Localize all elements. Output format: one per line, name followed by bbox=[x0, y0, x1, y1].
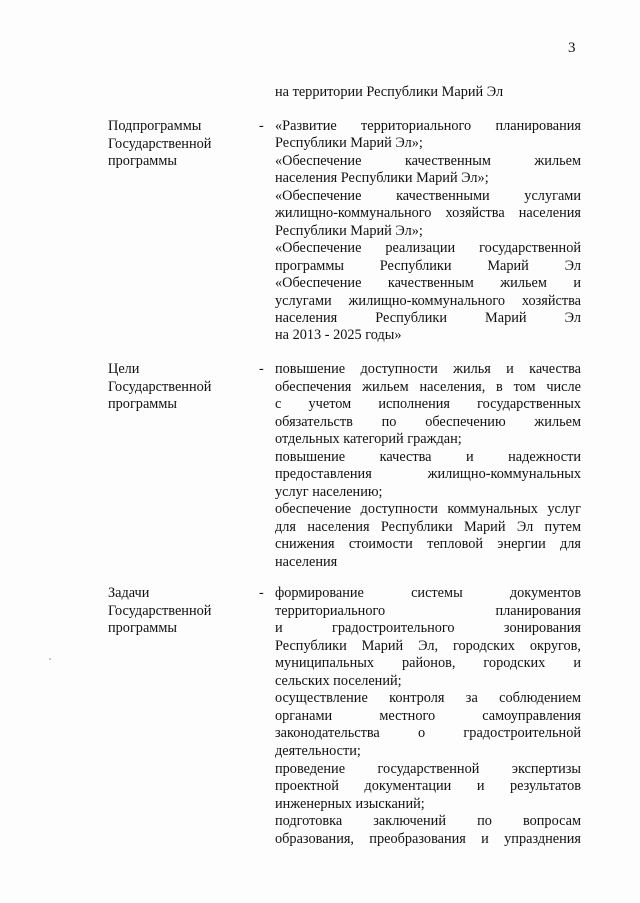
section-text-line: проведение государственной экспертизы bbox=[275, 760, 581, 777]
section-label-line: Государственной bbox=[108, 602, 212, 619]
section-text-line: предоставления жилищно-коммунальных bbox=[275, 466, 581, 482]
section-text-line: проектной документации и результатов bbox=[275, 778, 581, 795]
section-text-line: с учетом исполнения государственных bbox=[275, 396, 581, 412]
section-text-line: на 2013 - 2025 годы» bbox=[275, 327, 402, 344]
section-text-line: деятельности; bbox=[275, 742, 361, 759]
section-text-line: обеспечение доступности коммунальных услуг bbox=[275, 501, 581, 517]
section-label-line: Государственной bbox=[108, 135, 212, 152]
section-text-line: осуществление контроля за соблюдением bbox=[275, 690, 581, 707]
section-text-line: населения Республики Марий Эл»; bbox=[275, 170, 489, 187]
section-text-line: обязательств по обеспечению жильем bbox=[275, 413, 581, 430]
section-label-line: Подпрограммы bbox=[108, 118, 202, 134]
section-text-line: Республики Марий Эл, городских округов, bbox=[275, 637, 581, 654]
section-text-line: населения Республики Марий Эл bbox=[275, 309, 581, 326]
section-dash: - bbox=[259, 361, 264, 377]
section-text-line: повышение доступности жилья и качества bbox=[275, 361, 581, 377]
section-text-line: сельских поселений; bbox=[275, 672, 402, 689]
section-text-line: формирование системы документов bbox=[275, 585, 581, 601]
section-label bbox=[108, 361, 258, 414]
section-label bbox=[108, 118, 258, 171]
section-text-line: образования, преобразования и упразднения bbox=[275, 830, 581, 847]
section-text-line: программы Республики Марий Эл bbox=[275, 257, 581, 274]
section-label-line: Задачи bbox=[108, 585, 150, 601]
section-text-line: услугами жилищно-коммунального хозяйства bbox=[275, 292, 581, 309]
section-text-line: Республики Марий Эл»; bbox=[275, 222, 423, 239]
section-label-line: Государственной bbox=[108, 378, 212, 395]
section-text-line: органами местного самоуправления bbox=[275, 707, 581, 724]
section-label-line: программы bbox=[108, 153, 178, 169]
scan-speck bbox=[49, 658, 51, 660]
section-text-line: «Обеспечение качественными услугами bbox=[275, 187, 581, 204]
section-text-line: инженерных изысканий; bbox=[275, 795, 425, 812]
section-dash: - bbox=[259, 118, 264, 134]
section-label-line: Цели bbox=[108, 361, 140, 377]
section-text-line: Республики Марий Эл»; bbox=[275, 135, 423, 152]
section-text-line: и градостроительного зонирования bbox=[275, 620, 581, 637]
section-text-line: повышение качества и надежности bbox=[275, 448, 581, 465]
section-dash: - bbox=[259, 585, 264, 601]
section-text-line: законодательства о градостроительной bbox=[275, 725, 581, 742]
page-number: 3 bbox=[568, 40, 576, 56]
section-text-line: территориального планирования bbox=[275, 602, 581, 619]
section-text-line: населения bbox=[275, 553, 338, 570]
section-text-line: для населения Республики Марий Эл путем bbox=[275, 518, 581, 535]
section-text-line: услуг населению; bbox=[275, 483, 383, 500]
section-label bbox=[108, 585, 258, 638]
section-text-line: подготовка заключений по вопросам bbox=[275, 813, 581, 830]
section-label-line: программы bbox=[108, 620, 178, 636]
section-label-line: программы bbox=[108, 396, 178, 412]
section-text-line: отдельных категорий граждан; bbox=[275, 431, 462, 447]
section-text-line: жилищно-коммунального хозяйства населения bbox=[275, 205, 581, 222]
section-text-line: снижения стоимости тепловой энергии для bbox=[275, 536, 581, 552]
header-continuation: на территории Республики Марий Эл bbox=[275, 84, 504, 100]
section-text-line: «Обеспечение качественным жильем bbox=[275, 152, 581, 169]
section-text-line: «Обеспечение качественным жильем и bbox=[275, 275, 581, 292]
section-text-line: «Обеспечение реализации государственной bbox=[275, 240, 581, 257]
section-text-line: «Развитие территориального планирования bbox=[275, 118, 581, 134]
section-text-line: муниципальных районов, городских и bbox=[275, 655, 581, 672]
section-text-line: обеспечения жильем населения, в том числе bbox=[275, 378, 581, 395]
